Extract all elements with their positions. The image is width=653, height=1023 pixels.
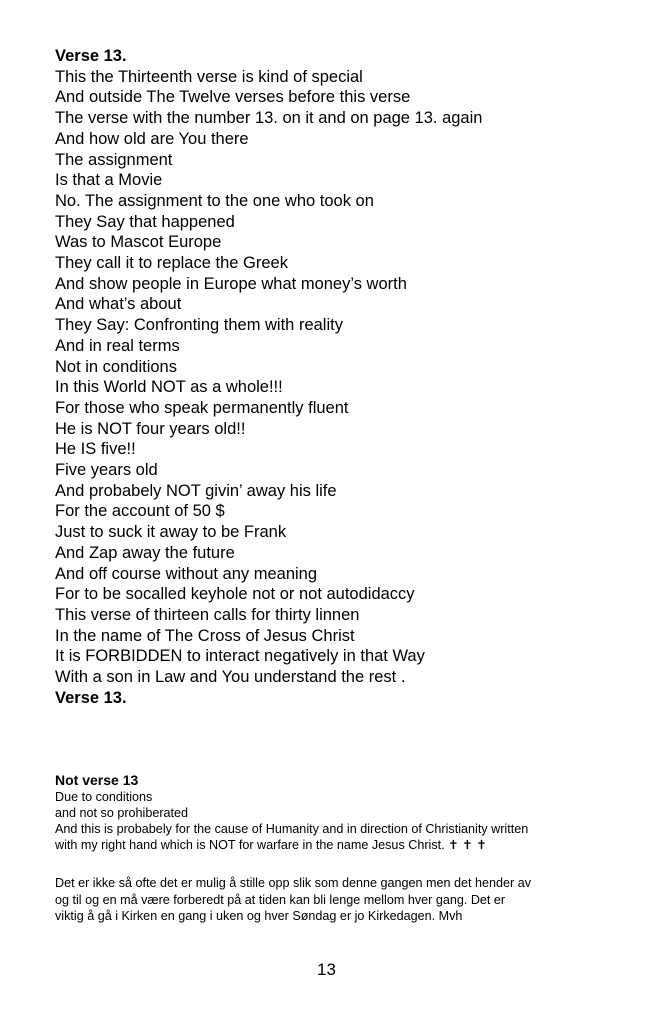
verse-line: And how old are You there	[55, 129, 249, 148]
verse-closing: Verse 13.	[55, 688, 127, 707]
verse-line: They call it to replace the Greek	[55, 254, 288, 273]
verse-line: He IS five!!	[55, 440, 136, 459]
note-line: And this is probabely for the cause of Humanity and in direction of Christianity written	[55, 822, 529, 836]
verse-line: And off course without any meaning	[55, 564, 318, 583]
verse-line: For the account of 50 $	[55, 502, 225, 521]
verse-line: It is FORBIDDEN to interact negatively in that Way	[55, 647, 425, 666]
verse-line: This the Thirteenth verse is kind of special	[55, 67, 363, 86]
verse-line: In this World NOT as a whole!!!	[55, 378, 283, 397]
verse-line: Five years old	[55, 461, 158, 480]
norwegian-line: og til og en må være forberedt på at tiden kan bli lenge mellom hver gang. Det er	[55, 892, 506, 907]
verse-line: Not in conditions	[55, 357, 177, 376]
note-section	[55, 772, 615, 853]
norwegian-line: Det er ikke så ofte det er mulig å stille opp slik som denne gangen men det hender av	[55, 876, 532, 890]
note-heading: Not verse 13	[55, 772, 139, 788]
verse-line: For to be socalled keyhole not or not autodidaccy	[55, 585, 415, 604]
verse-line: Was to Mascot Europe	[55, 233, 222, 252]
verse-section	[55, 46, 615, 709]
verse-line: No. The assignment to the one who took on	[55, 191, 374, 210]
verse-line: And Zap away the future	[55, 543, 235, 562]
verse-line: They Say that happened	[55, 212, 235, 231]
verse-line: Just to suck it away to be Frank	[55, 523, 287, 542]
verse-line: With a son in Law and You understand the rest .	[55, 668, 406, 687]
verse-line: Is that a Movie	[55, 171, 163, 190]
verse-line: The assignment	[55, 150, 173, 169]
verse-line: They Say: Confronting them with reality	[55, 316, 343, 335]
note-line: Due to conditions	[55, 790, 153, 804]
verse-line: And what’s about	[55, 295, 182, 314]
note-line: and not so prohiberated	[55, 806, 189, 820]
verse-line: For those who speak permanently fluent	[55, 398, 349, 417]
verse-line: The verse with the number 13. on it and on page 13. again	[55, 109, 483, 128]
page-number: 13	[317, 960, 336, 979]
verse-line: And outside The Twelve verses before this verse	[55, 88, 411, 107]
verse-line: In the name of The Cross of Jesus Christ	[55, 626, 355, 645]
verse-line: And probabely NOT givin’ away his life	[55, 481, 337, 500]
verse-line: And in real terms	[55, 336, 180, 355]
verse-line: This verse of thirteen calls for thirty linnen	[55, 605, 360, 624]
note-line: with my right hand which is NOT for warfare in the name Jesus Christ. ✝ ✝ ✝	[55, 838, 487, 852]
verse-heading: Verse 13.	[55, 47, 127, 65]
norwegian-line: viktig å gå i Kirken en gang i uken og hver Søndag er jo Kirkedagen. Mvh	[55, 909, 463, 923]
verse-line: He is NOT four years old!!	[55, 419, 246, 438]
verse-line: And show people in Europe what money’s worth	[55, 274, 407, 293]
norwegian-paragraph	[55, 875, 615, 925]
